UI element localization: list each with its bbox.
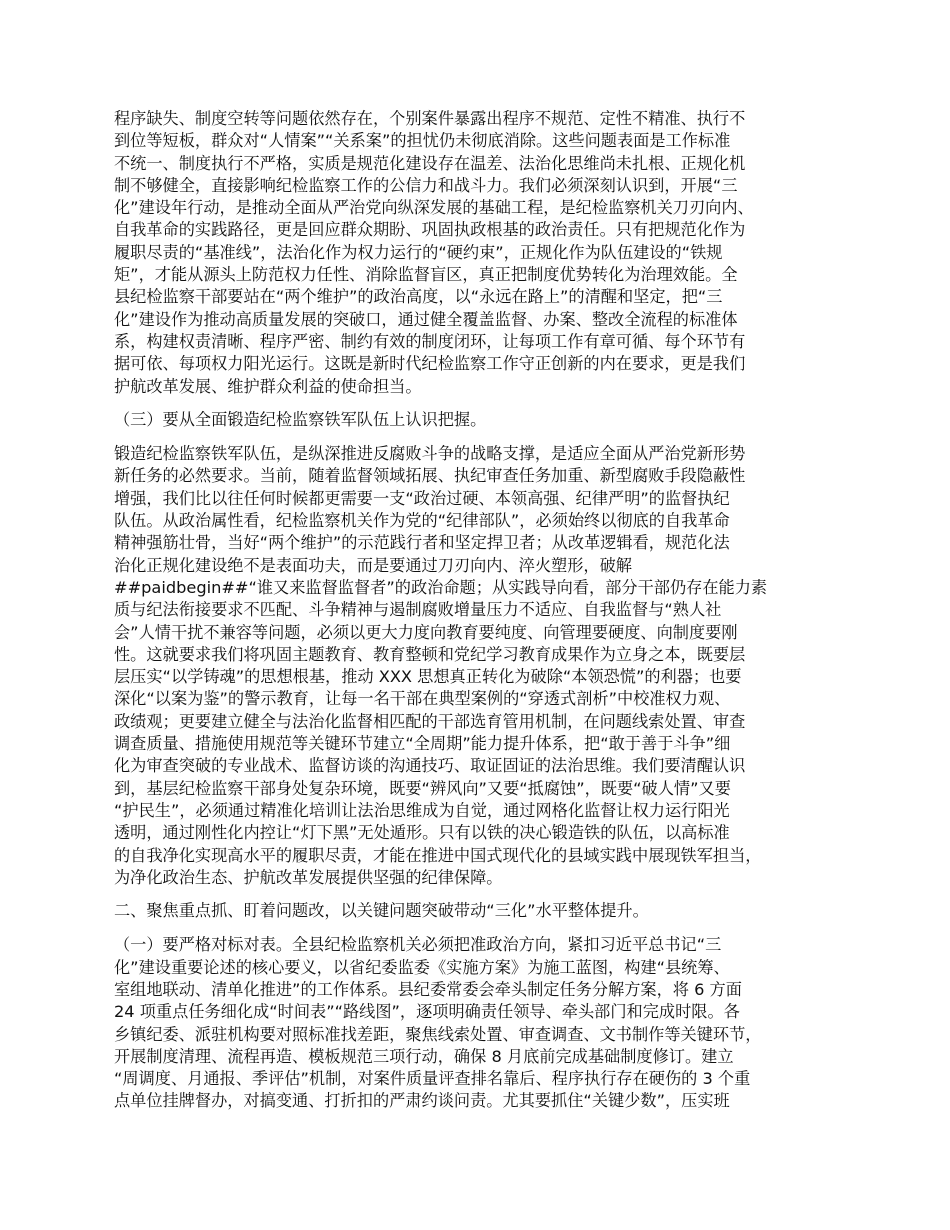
paragraph-iron-team bbox=[114, 443, 856, 889]
text-line: 室组地联动、清单化推进”的工作体系。县纪委常委会牵头制定任务分解方案，将 6 方面 bbox=[114, 979, 742, 999]
text-line: 24 项重点任务细化成“时间表”“路线图”，逐项明确责任领导、牵头部门和完成时限。各 bbox=[114, 1002, 740, 1022]
text-line: 乡镇纪委、派驻机构要对照标准找差距，聚焦线索处置、审查调查、文书制作等关键环节， bbox=[114, 1024, 762, 1044]
text-line: 会”人情干扰不兼容等问题，必须以更大力度向教育要纯度、向管理要硬度、向制度要刚 bbox=[114, 622, 738, 642]
text-line: 质与纪法衔接要求不匹配、斗争精神与遏制腐败增量压力不适应、自我监督与“熟人社 bbox=[114, 600, 722, 620]
text-line: 点单位挂牌督办，对搞变通、打折扣的严肃约谈问责。尤其要抓住“关键少数”，压实班 bbox=[114, 1091, 730, 1111]
text-line: 到位等短板，群众对“人情案”“关系案”的担忧仍未彻底消除。这些问题表面是工作标准 bbox=[114, 131, 731, 151]
text-line: 的自我净化实现高水平的履职尽责，才能在推进中国式现代化的县域实践中展现铁军担当， bbox=[114, 845, 762, 865]
text-line: 层压实“以学铸魂”的思想根基，推动 XXX 思想真正转化为破除“本领恐慌”的利器；也要 bbox=[114, 667, 742, 687]
document-page bbox=[114, 108, 856, 1124]
text-line: ##paidbegin##“谁又来监督监督者”的政治命题；从实践导向看，部分干部仍存在能力素 bbox=[114, 577, 768, 597]
text-line: 增强，我们比以往任何时候都更需要一支“政治过硬、本领高强、纪律严明”的监督执纪 bbox=[114, 488, 730, 508]
text-line: “护民生”，必须通过精准化培训让法治思维成为自觉，通过网格化监督让权力运行阳光 bbox=[114, 800, 730, 820]
text-line: 化”建设年行动，是推动全面从严治党向纵深发展的基础工程，是纪检监察机关刀刃向内、 bbox=[114, 198, 754, 218]
text-line: 治化正规化建设绝不是表面功夫，而是要通过刀刃向内、淬火塑形，破解 bbox=[114, 555, 632, 575]
text-line: 透明，通过刚性化内控让“灯下黑”无处遁形。只有以铁的决心锻造铁的队伍，以高标准 bbox=[114, 823, 730, 843]
text-line: 深化“以案为鉴”的警示教育，让每一名干部在典型案例的“穿透式剖析”中校准权力观、 bbox=[114, 689, 731, 709]
text-line: 据可依、每项权力阳光运行。这既是新时代纪检监察工作守正创新的内在要求，更是我们 bbox=[114, 354, 746, 374]
text-line: 系，构建权责清晰、程序严密、制约有效的制度闭环，让每项工作有章可循、每个环节有 bbox=[114, 331, 746, 351]
text-line: 化为审查突破的专业战术、监督访谈的沟通技巧、取证固证的法治思维。我们要清醒认识 bbox=[114, 756, 746, 776]
text-line: 自我革命的实践路径，更是回应群众期盼、巩固执政根基的政治责任。只有把规范化作为 bbox=[114, 220, 746, 240]
text-line: 精神强筋壮骨，当好“两个维护”的示范践行者和坚定捍卫者；从改革逻辑看，规范化法 bbox=[114, 533, 730, 553]
text-line: 不统一、制度执行不严格，实质是规范化建设存在温差、法治化思维尚未扎根、正规化机 bbox=[114, 153, 746, 173]
text-line: 程序缺失、制度空转等问题依然存在，个别案件暴露出程序不规范、定性不精准、执行不 bbox=[114, 109, 746, 128]
paragraph-benchmark bbox=[114, 934, 856, 1112]
text-line: 制不够健全，直接影响纪检监察工作的公信力和战斗力。我们必须深刻认识到，开展“三 bbox=[114, 175, 738, 195]
text-line: 调查质量、措施使用规范等关键环节建立“全周期”能力提升体系，把“敢于善于斗争”细 bbox=[114, 734, 731, 754]
text-line: 矩”，才能从源头上防范权力任性、消除监督盲区，真正把制度优势转化为治理效能。全 bbox=[114, 265, 738, 285]
text-line: 政绩观；更要建立健全与法治化监督相匹配的干部选育管用机制，在问题线索处置、审查 bbox=[114, 711, 746, 731]
paragraph-significance-system bbox=[114, 108, 856, 398]
text-line: 性。这就要求我们将巩固主题教育、教育整顿和党纪学习教育成果作为立身之本，既要层 bbox=[114, 644, 746, 664]
section-heading-three bbox=[114, 409, 856, 431]
text-line: 为净化政治生态、护航改革发展提供坚强的纪律保障。 bbox=[114, 867, 503, 887]
text-line: 履职尽责的“基准线”，法治化作为权力运行的“硬约束”，正规化作为队伍建设的“铁规 bbox=[114, 242, 723, 262]
text-line: 到，基层纪检监察干部身处复杂环境，既要“辨风向”又要“抵腐蚀”，既要“破人情”又要 bbox=[114, 778, 731, 798]
heading-text: （三）要从全面锻造纪检监察铁军队伍上认识把握。 bbox=[114, 409, 487, 429]
text-line: 队伍。从政治属性看，纪检监察机关作为党的“纪律部队”，必须始终以彻底的自我革命 bbox=[114, 511, 730, 531]
text-line: 新任务的必然要求。当前，随着监督领域拓展、执纪审查任务加重、新型腐败手段隐蔽性 bbox=[114, 466, 746, 486]
heading-text: 二、聚焦重点抓、盯着问题改，以关键问题突破带动“三化”水平整体提升。 bbox=[114, 901, 649, 921]
text-line: 开展制度清理、流程再造、模板规范三项行动，确保 8 月底前完成基础制度修订。建立 bbox=[114, 1046, 734, 1066]
text-line: （一）要严格对标对表。全县纪检监察机关必须把准政治方向，紧扣习近平总书记“三 bbox=[114, 935, 722, 955]
text-line: 锻造纪检监察铁军队伍，是纵深推进反腐败斗争的战略支撑，是适应全面从严治党新形势 bbox=[114, 444, 746, 464]
text-line: “周调度、月通报、季评估”机制，对案件质量评查排名靠后、程序执行存在硬伤的 3 个重 bbox=[114, 1069, 751, 1089]
text-line: 县纪检监察干部要站在“两个维护”的政治高度，以“永远在路上”的清醒和坚定，把“三 bbox=[114, 287, 723, 307]
section-heading-two bbox=[114, 900, 856, 922]
text-line: 化”建设作为推动高质量发展的突破口，通过健全覆盖监督、办案、整改全流程的标准体 bbox=[114, 309, 738, 329]
text-line: 护航改革发展、维护群众利益的使命担当。 bbox=[114, 376, 422, 396]
text-line: 化”建设重要论述的核心要义，以省纪委监委《实施方案》为施工蓝图，构建“县统筹、 bbox=[114, 957, 730, 977]
